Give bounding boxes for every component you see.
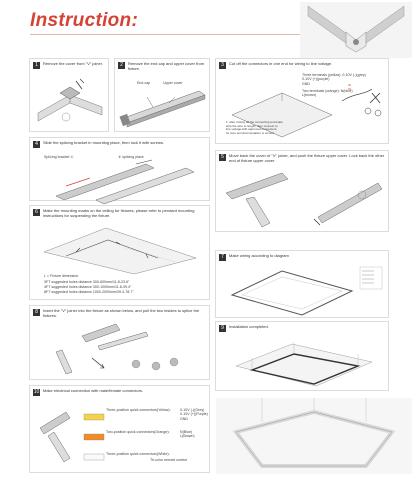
step-number: 9	[219, 325, 226, 332]
step-9-panel	[215, 321, 389, 391]
step-number: 3	[219, 62, 226, 69]
three-pos-white-label: Three-position quick connectors(White):	[106, 452, 170, 456]
step-instruction: Insert the "V" joiner into the fixture as shown below, and pull the two insides to splice the fixtures.	[43, 308, 200, 318]
step-8-illustration	[36, 318, 206, 378]
step-instruction: Installation completed.	[229, 324, 269, 329]
step-number: 5	[219, 154, 226, 161]
step-number: 7	[219, 254, 226, 261]
step-1-panel	[29, 58, 109, 132]
step-instruction: Remove the cover from "V" joiner.	[43, 61, 103, 66]
step-instruction: Make the mounting marks on the ceiling for fixtures, please refer to pendant mounting instructions for suspending the fixture.	[43, 208, 195, 218]
product-photo	[216, 398, 412, 474]
step-7-panel	[215, 250, 389, 318]
step-instruction: Slide the splicing bracket in mounting place, then lock it with screws.	[43, 140, 164, 145]
splicing-bracket-label: Splicing bracket ①	[44, 155, 74, 159]
three-pos-yellow-values: 0-10V (-)(Grey) 0-10V (+)(Purple) GND	[180, 408, 208, 421]
dist-3ft-label: 3FT suggested holes distance 300-600mm/11.8-23.6"	[44, 280, 130, 284]
dist-4ft-label: 4FT suggested holes distance 300-1000mm/11.8-39.4"	[44, 285, 132, 289]
step-10-panel	[29, 385, 210, 473]
step-8-panel	[29, 305, 210, 380]
step-6-illustration	[36, 222, 206, 274]
step-number: 4	[33, 141, 40, 148]
two-pos-orange-label: Two-position quick connectors(Orange):	[106, 430, 170, 434]
fixture-dimension-label: L = Fixture dimension	[44, 274, 79, 278]
two-pos-orange-values: N(Blue) L(Brown)	[180, 430, 195, 439]
three-pos-white-values: Tri-color remote control	[150, 458, 188, 462]
step-4-illustration	[36, 160, 206, 200]
step-instruction: Cut off the connectors in one end for wiring to line voltage.	[229, 61, 333, 66]
step-6-panel	[29, 205, 210, 300]
end-cap-label: End cap	[137, 81, 151, 85]
step-instruction: Remove the end cap and upper cover from fixture.	[128, 61, 205, 71]
three-pos-yellow-label: Three-position quick connectors(Yellow):	[106, 408, 171, 412]
upper-cover-label: Upper cover	[163, 81, 183, 85]
step-instruction: Make electrical connection with male/female connectors.	[43, 388, 144, 393]
step-number: 1	[33, 62, 40, 69]
three-terminals-label: Three terminals (yellow): 0-10V (-)(grey) 0-10V (+)(purple) GND	[302, 73, 366, 86]
page-title: Instruction:	[30, 10, 139, 31]
step-2-panel	[114, 58, 210, 132]
step-instruction: Make wiring according to diagram	[229, 253, 289, 258]
v-joiner-hero-image	[300, 2, 412, 58]
step-number: 10	[33, 389, 40, 395]
cut-note-label: 1. after cutting off the connecting terminals, strip the wire to length; then connect to line voltage with approved connectors; be sure terminal insulation is correct.	[226, 120, 284, 135]
step-2-illustration	[119, 87, 207, 129]
step-1-illustration	[36, 73, 104, 129]
splicing-place-label: ② splicing place	[118, 155, 144, 159]
step-7-illustration	[222, 263, 386, 317]
dist-8ft-label: 8FT suggested holes distance 1000-2000mm/39.4-78.7"	[44, 290, 134, 294]
title-divider	[30, 34, 330, 35]
step-number: 6	[33, 209, 40, 216]
step-5-illustration	[222, 169, 386, 229]
step-9-illustration	[222, 332, 386, 390]
step-number: 2	[118, 62, 125, 69]
step-number: 8	[33, 309, 40, 316]
step-4-panel	[29, 137, 210, 201]
step-instruction: Move back the cover of "V" joiner, and push the fixture upper cover. Lock back the other end of fixture upper cover.	[229, 153, 385, 163]
two-terminals-label: Two terminals (orange): N(blue) L(brown)	[302, 89, 353, 98]
step-5-panel	[215, 150, 389, 232]
step-3-panel	[215, 58, 389, 144]
